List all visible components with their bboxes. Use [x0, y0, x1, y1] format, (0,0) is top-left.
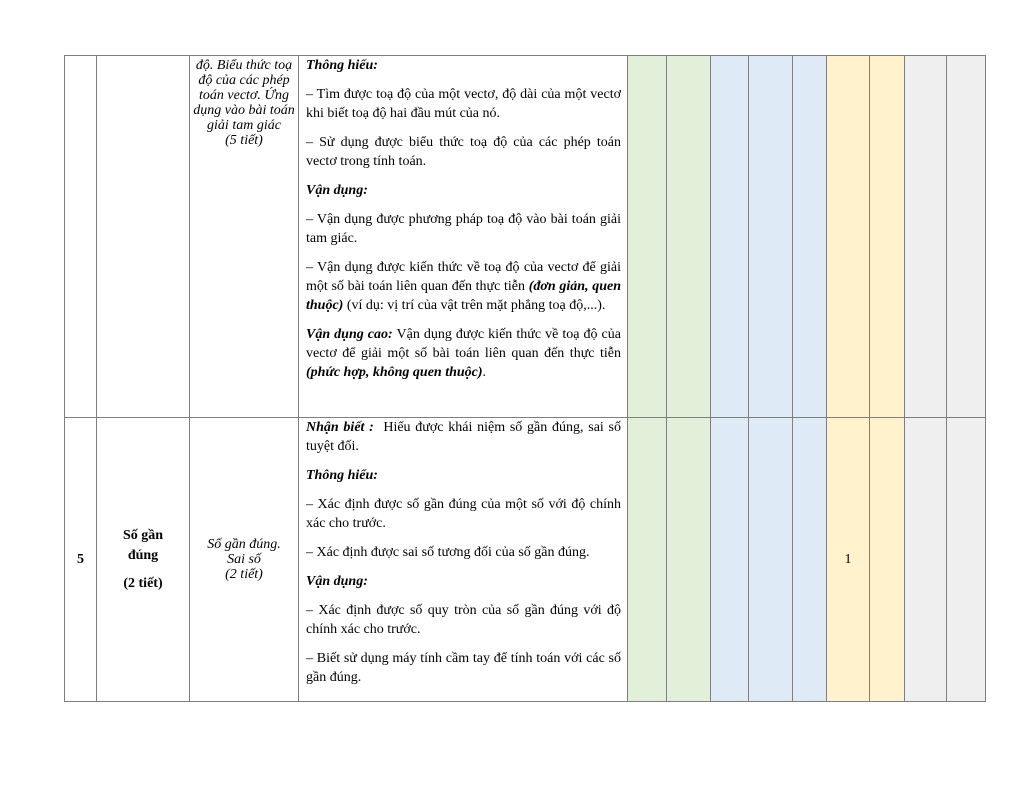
- assessment-matrix-table: [64, 55, 986, 702]
- requirement-text: – Vận dụng được kiến thức về toạ độ của vectơ để giải một số bài toán liên quan đến thực tiễn: [306, 260, 621, 294]
- requirement-item: – Sử dụng được biểu thức toạ độ của các phép toán vectơ trong tính toán.: [306, 135, 621, 169]
- requirement-emphasis: (phức hợp, không quen thuộc): [306, 365, 483, 380]
- topic-cell: [97, 56, 190, 418]
- count-cell: [870, 56, 905, 418]
- count-cell: [947, 56, 986, 418]
- topic-periods: (2 tiết): [123, 575, 163, 591]
- requirement-item: – Xác định được số quy tròn của số gần đúng với độ chính xác cho trước.: [306, 603, 621, 637]
- topic-title: Số gần đúng: [122, 527, 164, 563]
- requirement-item: – Biết sử dụng máy tính cầm tay để tính toán với các số gần đúng.: [306, 651, 621, 685]
- level-label-nhan-biet: Nhận biết :: [306, 420, 374, 435]
- requirement-item: [306, 258, 621, 315]
- requirement-text: Hiểu được khái niệm số gần đúng, sai số tuyệt đối.: [306, 420, 625, 454]
- count-cell: [793, 418, 827, 702]
- count-cell: [667, 56, 711, 418]
- count-cell: [827, 56, 870, 418]
- content-text: độ. Biểu thức toạ độ của các phép toán vectơ. Ứng dụng vào bài toán giải tam giác: [193, 58, 295, 133]
- level-label-van-dung-cao: Vận dụng cao:: [306, 327, 393, 342]
- count-cell: [905, 56, 947, 418]
- requirement-text: .: [482, 365, 487, 380]
- content-cell: [190, 56, 299, 418]
- count-cell: [749, 418, 793, 702]
- requirements-cell: [299, 56, 628, 418]
- count-cell: [749, 56, 793, 418]
- content-periods: (2 tiết): [225, 567, 263, 582]
- count-cell: [628, 418, 667, 702]
- requirement-item: – Tìm được toạ độ của một vectơ, độ dài của một vectơ khi biết toạ độ hai đầu mút của nó.: [306, 87, 621, 121]
- requirement-item: [306, 325, 621, 382]
- requirement-item: – Xác định được sai số tương đối của số gần đúng.: [306, 545, 590, 560]
- count-cell: [667, 418, 711, 702]
- level-label-van-dung: Vận dụng:: [306, 574, 368, 589]
- requirement-text: (ví dụ: vị trí của vật trên mặt phẳng toạ độ,...).: [343, 298, 606, 313]
- count-cell: 1: [827, 418, 870, 702]
- requirement-item: – Xác định được số gần đúng của một số với độ chính xác cho trước.: [306, 497, 621, 531]
- content-cell: [190, 418, 299, 702]
- count-cell: [711, 56, 749, 418]
- count-cell: [711, 418, 749, 702]
- level-label-van-dung: Vận dụng:: [306, 183, 368, 198]
- requirement-item: – Vận dụng được phương pháp toạ độ vào bài toán giải tam giác.: [306, 212, 621, 246]
- count-cell: [793, 56, 827, 418]
- count-cell: [628, 56, 667, 418]
- requirement-text: Vận dụng được kiến thức về toạ độ của vectơ để giải một số bài toán liên quan đến thực tiễn: [306, 327, 621, 361]
- level-label-thong-hieu: Thông hiểu:: [306, 58, 378, 73]
- requirement-item: [306, 418, 625, 456]
- count-cell: [947, 418, 986, 702]
- content-text: Số gần đúng. Sai số: [207, 537, 281, 567]
- content-periods: (5 tiết): [225, 133, 263, 148]
- topic-cell: [97, 418, 190, 702]
- level-label-thong-hieu: Thông hiểu:: [306, 468, 378, 483]
- table-row: [65, 56, 986, 418]
- row-number: 5: [65, 418, 97, 702]
- count-cell: [870, 418, 905, 702]
- count-cell: [905, 418, 947, 702]
- requirement-emphasis: (đơn giản, quen thuộc): [306, 279, 621, 313]
- row-number: [65, 56, 97, 418]
- requirements-cell: [299, 418, 628, 702]
- table-row: [65, 418, 986, 702]
